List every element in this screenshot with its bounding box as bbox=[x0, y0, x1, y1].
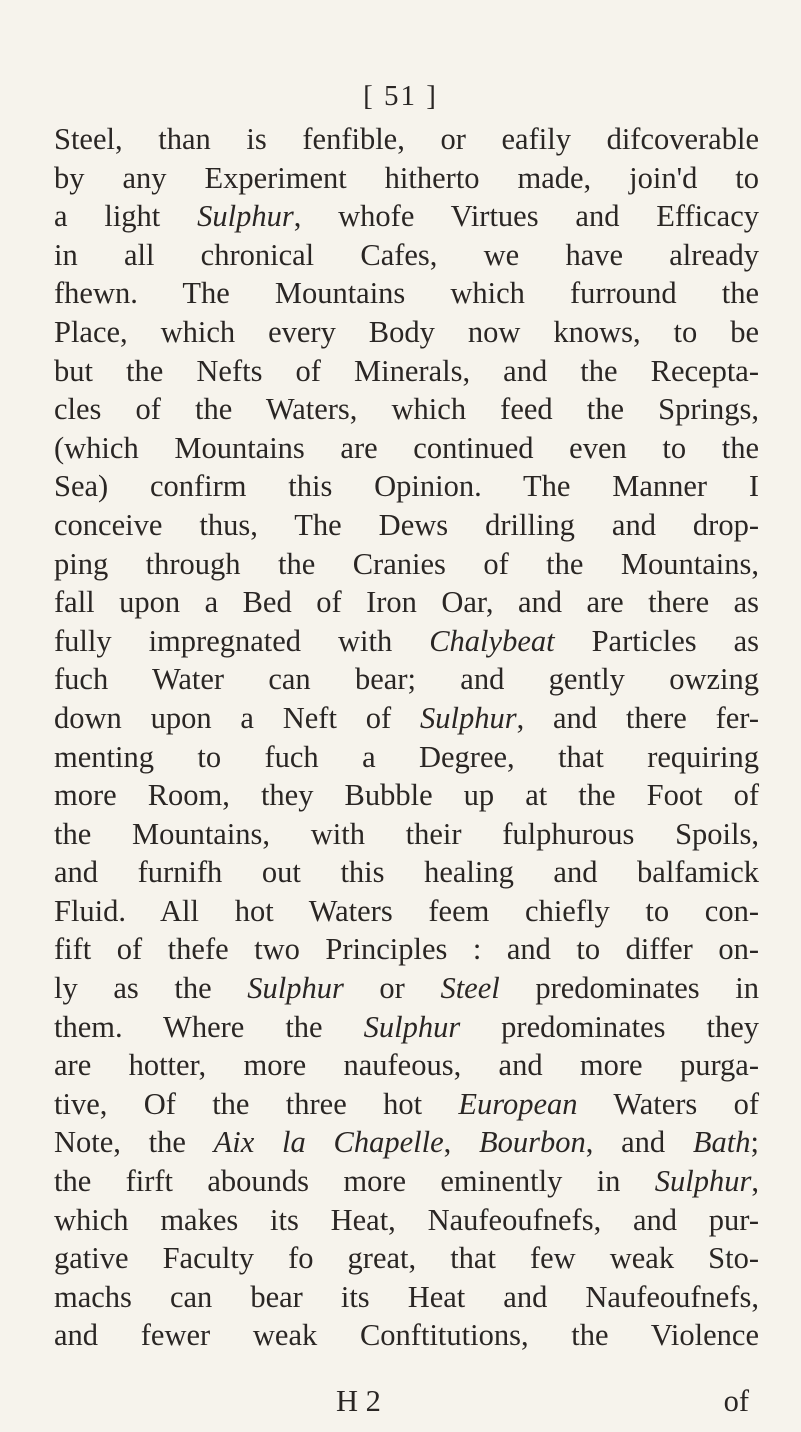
page-number: [ 51 ] bbox=[363, 80, 438, 112]
text-line bbox=[54, 738, 759, 777]
text-segment: tive, Of the three hot bbox=[54, 1086, 459, 1121]
text-segment: fuch Water can bear; and gently owzing bbox=[54, 662, 759, 697]
text-line bbox=[54, 545, 759, 584]
text-line bbox=[54, 969, 759, 1008]
italic-segment: European bbox=[458, 1086, 578, 1121]
text-segment: fift of thefe two Principles : and to differ on- bbox=[54, 932, 759, 967]
text-segment: Place, which every Body now knows, to be bbox=[54, 314, 759, 349]
text-segment: ping through the Cranies of the Mountains, bbox=[54, 546, 759, 581]
text-line bbox=[54, 159, 759, 198]
text-segment: Steel, than is fenfible, or eafily difcoverable bbox=[54, 122, 759, 156]
text-line bbox=[54, 1239, 759, 1278]
text-segment: down upon a Neft of bbox=[54, 700, 420, 735]
italic-segment: Sulphur bbox=[654, 1164, 752, 1199]
text-line bbox=[54, 197, 759, 236]
italic-segment: Aix la Chapelle bbox=[213, 1125, 444, 1160]
text-line bbox=[54, 467, 759, 506]
text-line bbox=[54, 1278, 759, 1317]
text-segment: , whofe Virtues and Efficacy bbox=[293, 199, 759, 234]
text-segment: ly as the bbox=[54, 971, 248, 1006]
text-line bbox=[54, 583, 759, 622]
text-segment: the Mountains, with their fulphurous Spoils, bbox=[54, 816, 759, 851]
text-segment: (which Mountains are continued even to the bbox=[54, 430, 759, 465]
signature-mark: H 2 bbox=[336, 1384, 381, 1418]
catchword: of bbox=[723, 1384, 749, 1418]
text-segment: which makes its Heat, Naufeoufnefs, and pur- bbox=[54, 1202, 759, 1237]
text-segment: fhewn. The Mountains which furround the bbox=[54, 276, 759, 311]
text-segment: fully impregnated with bbox=[54, 623, 430, 658]
footer-line bbox=[54, 1382, 759, 1420]
text-segment: Note, the bbox=[54, 1125, 214, 1160]
text-segment: Particles as bbox=[554, 623, 759, 658]
text-line bbox=[54, 776, 759, 815]
text-segment: predominates in bbox=[499, 971, 759, 1006]
text-line bbox=[54, 622, 759, 661]
text-line bbox=[54, 1201, 759, 1240]
text-line bbox=[54, 120, 759, 159]
text-line bbox=[54, 352, 759, 391]
text-line bbox=[54, 892, 759, 931]
text-segment: them. Where the bbox=[54, 1009, 364, 1044]
text-segment: gative Faculty fo great, that few weak Sto- bbox=[54, 1241, 759, 1276]
italic-segment: Steel bbox=[440, 971, 500, 1006]
text-segment: predominates they bbox=[460, 1009, 760, 1044]
text-segment: Waters of bbox=[577, 1086, 760, 1121]
text-segment: and fewer weak Conftitutions, the Violence bbox=[54, 1318, 759, 1353]
text-segment: Fluid. All hot Waters feem chiefly to con- bbox=[54, 893, 759, 928]
italic-segment: Bath bbox=[692, 1125, 751, 1160]
italic-segment: Sulphur bbox=[363, 1009, 461, 1044]
text-line bbox=[54, 274, 759, 313]
text-line bbox=[54, 660, 759, 699]
text-segment: the firft abounds more eminently in bbox=[54, 1164, 655, 1199]
italic-segment: Sulphur bbox=[419, 700, 517, 735]
text-segment: ; bbox=[750, 1125, 759, 1160]
text-segment: and furnifh out this healing and balfamick bbox=[54, 855, 759, 890]
text-line bbox=[54, 1008, 759, 1047]
text-line bbox=[54, 1046, 759, 1085]
text-line bbox=[54, 815, 759, 854]
text-line bbox=[54, 390, 759, 429]
text-segment: fall upon a Bed of Iron Oar, and are there as bbox=[54, 585, 759, 620]
text-segment: menting to fuch a Degree, that requiring bbox=[54, 739, 759, 774]
text-line bbox=[54, 699, 759, 738]
text-segment: or bbox=[343, 971, 441, 1006]
text-line bbox=[54, 313, 759, 352]
text-line bbox=[54, 429, 759, 468]
text-line bbox=[54, 930, 759, 969]
text-line bbox=[54, 1085, 759, 1124]
text-segment: more Room, they Bubble up at the Foot of bbox=[54, 778, 759, 813]
text-segment: conceive thus, The Dews drilling and drop- bbox=[54, 507, 759, 542]
text-segment: , and bbox=[585, 1125, 693, 1160]
italic-segment: Sulphur bbox=[247, 971, 344, 1006]
text-line bbox=[54, 1316, 759, 1355]
text-segment: Sea) confirm this Opinion. The Manner I bbox=[54, 469, 759, 504]
text-segment: are hotter, more naufeous, and more purga- bbox=[54, 1048, 759, 1083]
text-line bbox=[54, 853, 759, 892]
text-line bbox=[54, 236, 759, 275]
text-segment: but the Nefts of Minerals, and the Recepta- bbox=[54, 353, 759, 388]
italic-segment: Chalybeat bbox=[429, 623, 555, 658]
text-line bbox=[54, 506, 759, 545]
italic-segment: Sulphur bbox=[197, 199, 294, 234]
body-text bbox=[54, 120, 759, 1355]
text-segment: , and there fer- bbox=[516, 700, 760, 735]
text-segment: a light bbox=[54, 199, 198, 234]
text-segment: in all chronical Cafes, we have already bbox=[54, 237, 759, 272]
italic-segment: Bourbon bbox=[479, 1125, 586, 1160]
text-segment: , bbox=[443, 1125, 479, 1160]
text-segment: , bbox=[751, 1164, 759, 1199]
text-segment: machs can bear its Heat and Naufeoufnefs, bbox=[54, 1279, 759, 1314]
text-segment: by any Experiment hitherto made, join'd to bbox=[54, 160, 759, 195]
text-line bbox=[54, 1162, 759, 1201]
text-line bbox=[54, 1123, 759, 1162]
text-segment: cles of the Waters, which feed the Springs, bbox=[54, 392, 759, 427]
